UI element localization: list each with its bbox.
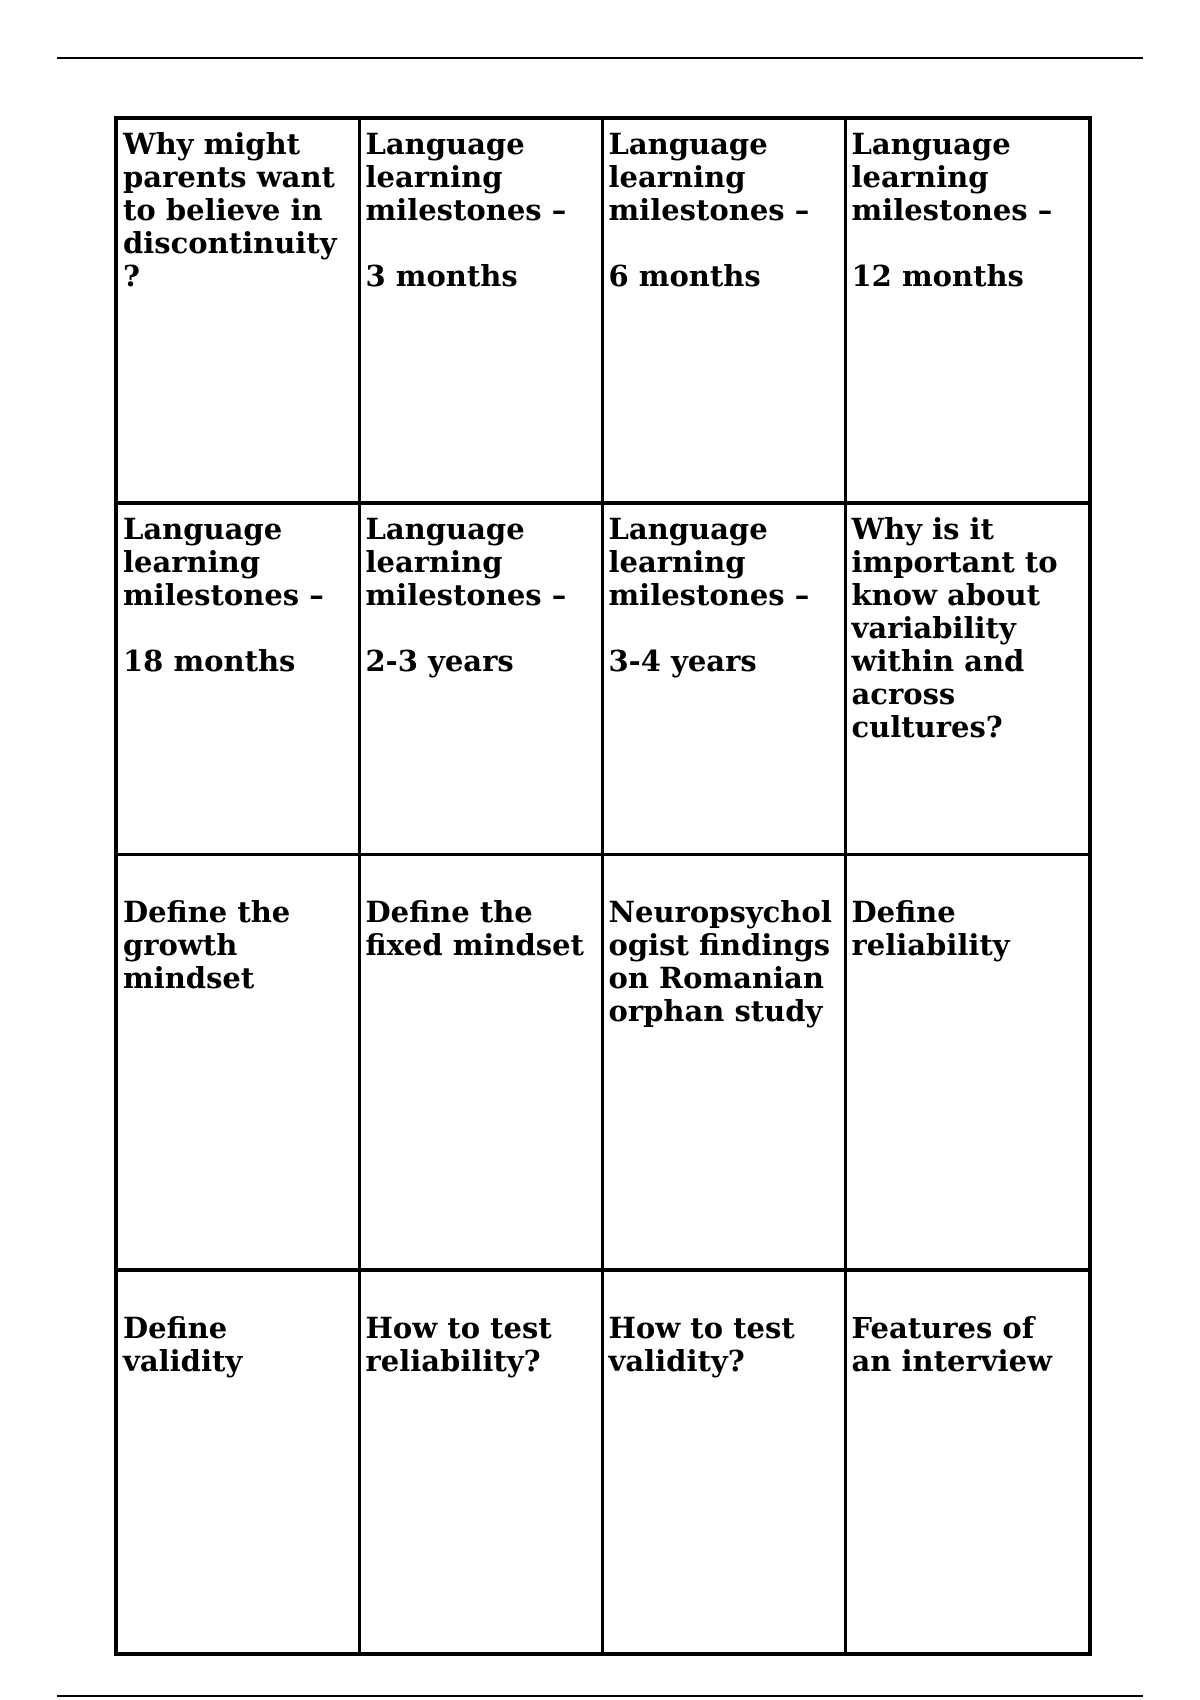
card-milestones-18-months bbox=[116, 503, 359, 855]
card-fixed-mindset bbox=[359, 855, 602, 1271]
card-variability-cultures bbox=[845, 503, 1090, 855]
card-title: Language learning milestones – bbox=[608, 512, 810, 612]
card-milestones-2-3-years bbox=[359, 503, 602, 855]
card-title: Features of an interview bbox=[851, 1311, 1052, 1378]
card-title: Why might parents want to believe in discontinuity ? bbox=[123, 127, 337, 293]
card-title: Language learning milestones – bbox=[608, 127, 810, 227]
card-title: Language learning milestones – bbox=[365, 512, 567, 612]
card-title: Define validity bbox=[123, 1311, 243, 1378]
card-subtitle: 3-4 years bbox=[608, 644, 757, 678]
card-subtitle: 3 months bbox=[365, 259, 518, 293]
table-row bbox=[116, 1270, 1090, 1654]
card-milestones-3-months bbox=[359, 118, 602, 503]
card-test-validity bbox=[602, 1270, 845, 1654]
card-milestones-6-months bbox=[602, 118, 845, 503]
card-subtitle: 18 months bbox=[123, 644, 296, 678]
card-title: Define the growth mindset bbox=[123, 895, 291, 995]
header-rule bbox=[57, 57, 1143, 59]
footer-rule bbox=[57, 1695, 1143, 1697]
card-title: Language learning milestones – bbox=[365, 127, 567, 227]
card-subtitle: 6 months bbox=[608, 259, 761, 293]
table-row bbox=[116, 855, 1090, 1271]
card-define-reliability bbox=[845, 855, 1090, 1271]
flashcard-table bbox=[114, 116, 1092, 1656]
table-row bbox=[116, 118, 1090, 503]
card-title: Language learning milestones – bbox=[851, 127, 1053, 227]
card-milestones-3-4-years bbox=[602, 503, 845, 855]
card-define-validity bbox=[116, 1270, 359, 1654]
card-title: Define reliability bbox=[851, 895, 1010, 962]
card-growth-mindset bbox=[116, 855, 359, 1271]
card-title: How to test reliability? bbox=[365, 1311, 552, 1378]
card-title: How to test validity? bbox=[608, 1311, 795, 1378]
card-subtitle: 12 months bbox=[851, 259, 1024, 293]
card-interview-features bbox=[845, 1270, 1090, 1654]
card-romanian-orphan-study bbox=[602, 855, 845, 1271]
card-parents-discontinuity bbox=[116, 118, 359, 503]
card-milestones-12-months bbox=[845, 118, 1090, 503]
card-title: Define the fixed mindset bbox=[365, 895, 584, 962]
card-subtitle: 2-3 years bbox=[365, 644, 514, 678]
table-row bbox=[116, 503, 1090, 855]
card-test-reliability bbox=[359, 1270, 602, 1654]
card-title: Language learning milestones – bbox=[123, 512, 324, 612]
card-title: Why is it important to know about variability within and across cultures? bbox=[851, 512, 1058, 744]
card-title: Neuropsychologist findings on Romanian orphan study bbox=[608, 895, 832, 1028]
